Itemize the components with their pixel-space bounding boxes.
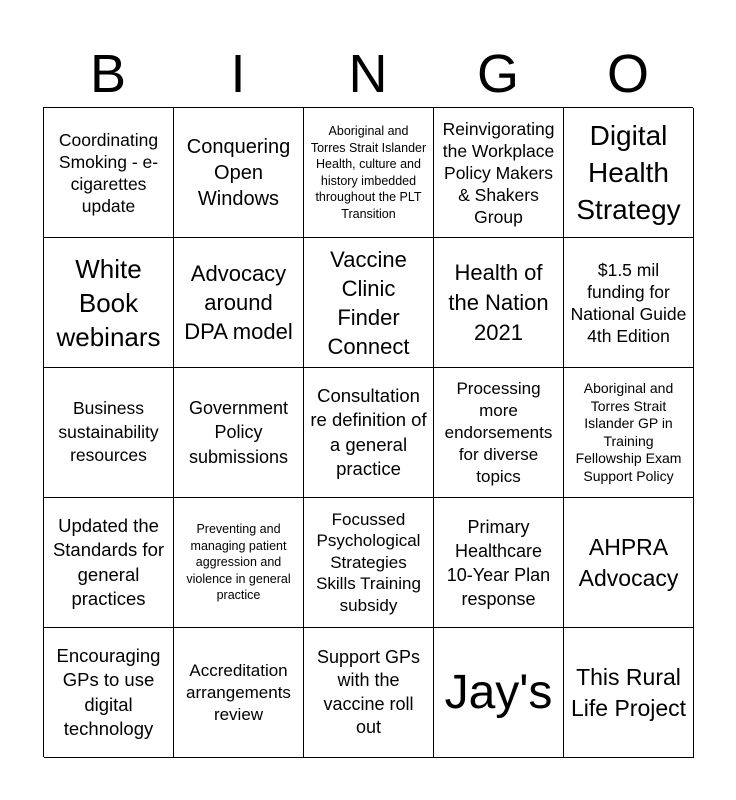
cell-text: Primary Healthcare 10-Year Plan response [446,516,551,609]
cell-text: Processing more endorsements for diverse topics [444,378,553,486]
bingo-cell[interactable] [44,498,174,628]
bingo-cell[interactable] [304,498,434,628]
bingo-cell[interactable] [434,368,564,498]
cell-text: Focussed Psychological Strategies Skills Training subsidy [316,509,421,615]
header-letter-g: G [476,44,519,104]
bingo-cell[interactable] [564,368,694,498]
bingo-cell[interactable] [564,498,694,628]
cell-text: Updated the Standards for general practices [52,514,165,609]
bingo-cell[interactable] [304,238,434,368]
bingo-cell[interactable] [564,238,694,368]
bingo-cell[interactable] [304,368,434,498]
bingo-cell[interactable] [174,498,304,628]
header-letter-b: B [89,44,127,104]
bingo-cell[interactable] [44,628,174,758]
cell-text: Government Policy submissions [188,397,289,467]
bingo-cell[interactable] [174,108,304,238]
header-letter-i: I [230,44,246,104]
cell-text: Aboriginal and Torres Strait Islander Health, culture and history imbedded throughout the PLT Transition [310,124,427,221]
cell-text: Conquering Open Windows [186,135,291,210]
cell-text: Business sustainability resources [58,398,159,466]
cell-text: Digital Health Strategy [576,120,681,225]
header-letter-o: O [606,44,649,104]
cell-text: Encouraging GPs to use digital technology [56,644,161,739]
cell-text: Preventing and managing patient aggression and violence in general practice [186,522,291,603]
header-letter-n: N [348,44,388,104]
cell-text: Jay's [444,665,553,719]
cell-text: Advocacy around DPA model [184,261,293,344]
bingo-cell[interactable] [434,628,564,758]
cell-text: Accreditation arrangements review [186,660,291,724]
cell-text: This Rural Life Project [570,663,687,721]
bingo-cell[interactable] [434,108,564,238]
cell-text: Coordinating Smoking - e-cigarettes update [58,129,159,216]
cell-text: $1.5 mil funding for National Guide 4th Edition [570,259,687,346]
bingo-cell[interactable] [44,108,174,238]
bingo-cell[interactable] [44,368,174,498]
cell-text: Support GPs with the vaccine roll out [316,646,421,737]
bingo-cell[interactable] [44,238,174,368]
bingo-cell[interactable] [564,628,694,758]
cell-text: White Book webinars [56,253,161,352]
bingo-cell[interactable] [174,368,304,498]
bingo-cell[interactable] [434,498,564,628]
bingo-header [43,40,693,108]
cell-text: Vaccine Clinic Finder Connect [327,246,410,359]
cell-text: Aboriginal and Torres Strait Islander GP in Training Fellowship Exam Support Policy [575,380,682,484]
bingo-cell[interactable] [304,628,434,758]
bingo-cell[interactable] [564,108,694,238]
bingo-cell[interactable] [434,238,564,368]
cell-text: Health of the Nation 2021 [448,259,549,345]
cell-text: Consultation re definition of a general practice [310,384,427,479]
cell-text: Reinvigorating the Workplace Policy Makers & Shakers Group [442,118,555,227]
bingo-cell[interactable] [174,628,304,758]
cell-text: AHPRA Advocacy [578,533,679,591]
bingo-cell[interactable] [304,108,434,238]
bingo-card-grid [43,107,693,757]
bingo-cell[interactable] [174,238,304,368]
